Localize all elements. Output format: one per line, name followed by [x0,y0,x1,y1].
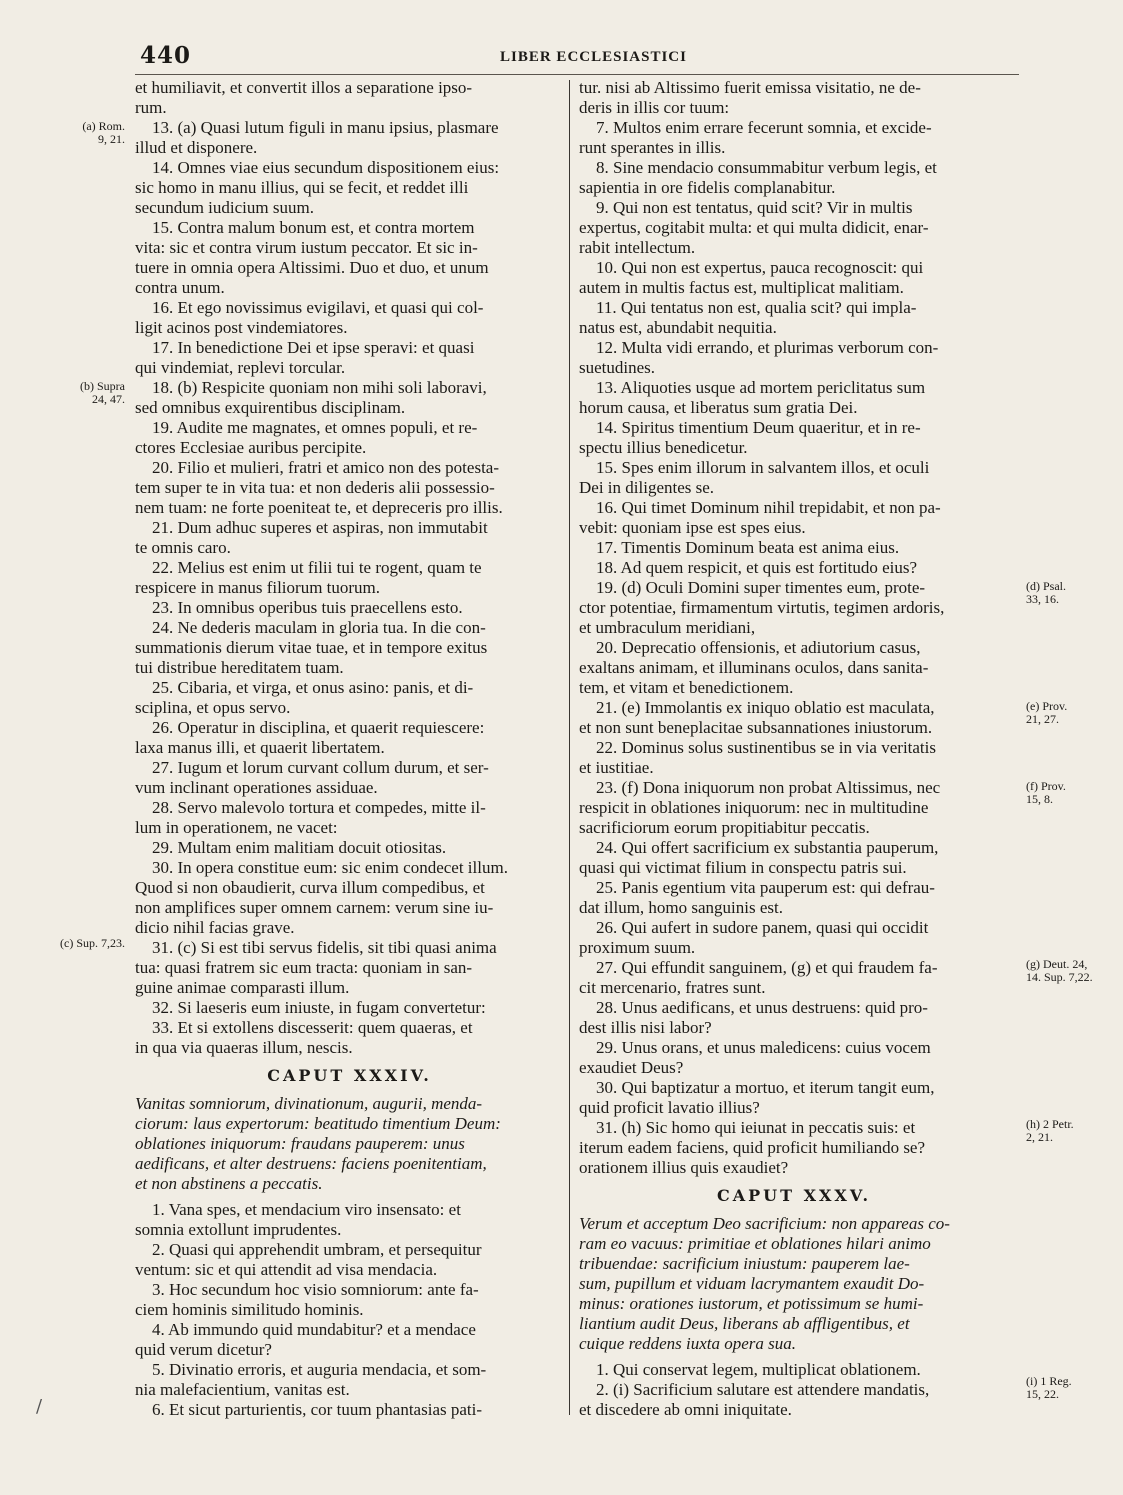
text-line: 27. Qui effundit sanguinem, (g) et qui fraudem fa- [596,958,938,977]
text-line: 30. In opera constitue eum: sic enim condecet illum. [152,858,508,877]
text-line: 20. Filio et mulieri, fratri et amico non des potesta- [152,458,499,477]
text-line: vebit: quoniam ipse est spes eius. [579,518,806,537]
margin-note-line: (b) Supra [80,379,125,393]
margin-note-h [1026,1118,1123,1144]
margin-note-line: (f) Prov. [1026,779,1066,793]
text-line: respicit in oblationes iniquorum: nec in multitudine [579,798,929,817]
text-line: et discedere ab omni iniquitate. [579,1400,792,1419]
text-line: autem in multis factus est, multiplicat malitiam. [579,278,904,297]
text-line: te omnis caro. [135,538,231,557]
text-line: 19. Audite me magnates, et omnes populi, et re- [152,418,478,437]
text-line: 13. Aliquoties usque ad mortem periclitatus sum [596,378,926,397]
text-line: sed omnibus exquirentibus disciplinam. [135,398,406,417]
text-line: 23. In omnibus operibus tuis praecellens esto. [152,598,463,617]
text-line: tem super te in vita tua: et non dederis alii possessio- [135,478,495,497]
text-line: 24. Ne dederis maculam in gloria tua. In die con- [152,618,486,637]
text-line: 2. (i) Sacrificium salutare est attendere mandatis, [596,1380,930,1399]
margin-note-line: (i) 1 Reg. [1026,1374,1072,1388]
text-line: 22. Dominus solus sustinentibus se in via veritatis [596,738,936,757]
text-line: 23. (f) Dona iniquorum non probat Altissimus, nec [596,778,941,797]
margin-note-line: (h) 2 Petr. [1026,1117,1074,1131]
summary-line: aedificans, et alter destruens: faciens poenitentiam, [135,1154,487,1173]
text-line: summationis dierum vitae tuae, et in tempore exitus [135,638,488,657]
text-line: 1. Qui conservat legem, multiplicat oblationem. [596,1360,921,1379]
text-line: 21. (e) Immolantis ex iniquo oblatio est maculata, [596,698,935,717]
margin-note-b [45,380,125,406]
margin-note-line: (g) Deut. 24, [1026,957,1088,971]
text-line: tem, et vitam et benedictionem. [579,678,794,697]
text-line: 31. (c) Si est tibi servus fidelis, sit tibi quasi anima [152,938,497,957]
text-line: tui distribue hereditatem tuam. [135,658,344,677]
left-column [135,78,564,1420]
summary-line: Vanitas somniorum, divinationum, augurii, menda- [135,1094,483,1113]
text-line: respicere in manus filiorum tuorum. [135,578,381,597]
text-line: contra unum. [135,278,225,297]
text-line: suetudines. [579,358,656,377]
text-line: tur. nisi ab Altissimo fuerit emissa visitatio, ne de- [579,78,921,97]
text-line: 11. Qui tentatus non est, qualia scit? qui impla- [596,298,917,317]
text-line: 26. Operatur in disciplina, et quaerit requiescere: [152,718,485,737]
text-line: 9. Qui non est tentatus, quid scit? Vir in multis [596,198,913,217]
text-line: dest illis nisi labor? [579,1018,712,1037]
text-line: 24. Qui offert sacrificium ex substantia pauperum, [596,838,939,857]
text-line: Quod si non obaudierit, curva illum compedibus, et [135,878,485,897]
summary-line: liantium audit Deus, liberans ab affligentibus, et [579,1314,910,1333]
margin-note-f [1026,780,1123,806]
text-line: tuere in omnia opera Altissimi. Duo et duo, et unum [135,258,489,277]
margin-note-line: 33, 16. [1026,592,1059,606]
text-line: 33. Et si extollens discesserit: quem quaeras, et [152,1018,473,1037]
margin-note-line: 15, 8. [1026,792,1053,806]
text-line: dat illum, homo sanguinis est. [579,898,783,917]
text-line: 20. Deprecatio offensionis, et adiutorium casus, [596,638,921,657]
text-line: ligit acinos post vindemiatores. [135,318,348,337]
text-line: sic homo in manu illius, qui se fecit, et reddet illi [135,178,469,197]
text-line: ctores Ecclesiae auribus percipite. [135,438,367,457]
text-line: 28. Servo malevolo tortura et compedes, mitte il- [152,798,486,817]
summary-line: cuique reddens iuxta opera sua. [579,1334,797,1353]
text-line: guine animae comparasti illum. [135,978,350,997]
text-line: 14. Omnes viae eius secundum dispositionem eius: [152,158,500,177]
margin-note-line: 21, 27. [1026,712,1059,726]
text-line: et non sunt beneplacitae subsannationes iniustorum. [579,718,933,737]
text-line: 8. Sine mendacio consummabitur verbum legis, et [596,158,937,177]
summary-line: sum, pupillum et viduam lacrymantem exaudit Do- [579,1274,925,1293]
text-line: 30. Qui baptizatur a mortuo, et iterum tangit eum, [596,1078,935,1097]
text-line: 29. Unus orans, et unus maledicens: cuius vocem [596,1038,931,1057]
text-line: iterum eadem faciens, quid proficit humiliando se? [579,1138,926,1157]
text-line: 6. Et sicut parturientis, cor tuum phantasias pati- [152,1400,483,1419]
chapter-summary [135,1094,564,1194]
text-line: secundum iudicium suum. [135,198,314,217]
text-line: somnia extollunt imprudentes. [135,1220,342,1239]
chapter-heading: CAPUT XXXIV. [267,1066,432,1085]
margin-note-a [45,120,125,146]
text-line: 17. In benedictione Dei et ipse speravi: et quasi [152,338,475,357]
text-line: et iustitiae. [579,758,654,777]
chapter-summary [579,1214,1009,1354]
margin-note-d [1026,580,1123,606]
text-line: runt sperantes in illis. [579,138,726,157]
text-line: quid verum dicetur? [135,1340,272,1359]
text-line: 13. (a) Quasi lutum figuli in manu ipsius, plasmare [152,118,499,137]
text-line: deris in illis cor tuum: [579,98,730,117]
text-line: qui vindemiat, replevi torcular. [135,358,346,377]
text-line: 29. Multam enim malitiam docuit otiositas. [152,838,447,857]
text-line: 31. (h) Sic homo qui ieiunat in peccatis suis: et [596,1118,916,1137]
text-line: illud et disponere. [135,138,258,157]
text-line: 12. Multa vidi errando, et plurimas verborum con- [596,338,939,357]
text-line: 7. Multos enim errare fecerunt somnia, et excide- [596,118,932,137]
text-line: nia malefacientium, vanitas est. [135,1380,350,1399]
text-line: 3. Hoc secundum hoc visio somniorum: ante fa- [152,1280,479,1299]
summary-line: Verum et acceptum Deo sacrificium: non appareas co- [579,1214,950,1233]
margin-note-e [1026,700,1123,726]
text-line: 16. Et ego novissimus evigilavi, et quasi qui col- [152,298,484,317]
margin-note-line: (c) Sup. 7,23. [60,936,125,950]
text-line: dicio nihil facias grave. [135,918,295,937]
margin-note-i [1026,1375,1123,1401]
text-line: 25. Cibaria, et virga, et onus asino: panis, et di- [152,678,474,697]
margin-note-line: (a) Rom. [82,119,125,133]
text-line: expertus, cogitabit multa: et qui multa didicit, enar- [579,218,929,237]
margin-note-line: 2, 21. [1026,1130,1053,1144]
text-line: spectu illius benedicetur. [579,438,748,457]
summary-line: tribuendae: sacrificium iniustum: pauperem lae- [579,1254,910,1273]
page-number: 440 [140,42,192,69]
text-line: 28. Unus aedificans, et unus destruens: quid pro- [596,998,928,1017]
text-line: orationem illius quis exaudiet? [579,1158,789,1177]
header-rule [135,74,1019,75]
text-line: 26. Qui aufert in sudore panem, quasi qui occidit [596,918,929,937]
running-head: LIBER ECCLESIASTICI [500,49,687,65]
text-line: 4. Ab immundo quid mundabitur? et a mendace [152,1320,476,1339]
summary-line: et non abstinens a peccatis. [135,1174,323,1193]
summary-line: ram eo vacuus: primitiae et oblationes hilari animo [579,1234,931,1253]
text-line: rum. [135,98,167,117]
text-line: vum inclinant operationes assiduae. [135,778,378,797]
text-line: 25. Panis egentium vita pauperum est: qui defrau- [596,878,935,897]
text-line: sacrificiorum eorum propitiabitur peccatis. [579,818,870,837]
text-line: sciplina, et opus servo. [135,698,291,717]
text-line: ciem hominis similitudo hominis. [135,1300,364,1319]
text-line: 2. Quasi qui apprehendit umbram, et persequitur [152,1240,482,1259]
text-line: 32. Si laeseris eum iniuste, in fugam convertetur: [152,998,486,1017]
margin-note-line: (e) Prov. [1026,699,1068,713]
text-line: et umbraculum meridiani, [579,618,756,637]
text-line: 14. Spiritus timentium Deum quaeritur, et in re- [596,418,921,437]
margin-note-line: 24, 47. [92,392,125,406]
text-line: lum in operationem, ne vacet: [135,818,338,837]
text-line: 21. Dum adhuc superes et aspiras, non immutabit [152,518,488,537]
summary-line: minus: orationes iustorum, et potissimum se humi- [579,1294,924,1313]
text-line: 27. Iugum et lorum curvant collum durum, et ser- [152,758,489,777]
text-line: exaudiet Deus? [579,1058,684,1077]
text-line: 22. Melius est enim ut filii tui te rogent, quam te [152,558,482,577]
column-divider [569,80,570,1415]
margin-note-line: 14. Sup. 7,22. [1026,970,1093,984]
text-line: Dei in diligentes se. [579,478,715,497]
text-line: ventum: sic et qui attendit ad visa mendacia. [135,1260,438,1279]
text-line: 5. Divinatio erroris, et auguria mendacia, et som- [152,1360,487,1379]
text-line: nem tuam: ne forte poeniteat te, et depreceris pro illis. [135,498,503,517]
stray-pen-mark: / [36,1396,43,1417]
text-line: tua: quasi fratrem sic eum tracta: quoniam in san- [135,958,473,977]
margin-note-c [30,937,125,950]
text-line: 15. Spes enim illorum in salvantem illos, et oculi [596,458,930,477]
text-line: ctor potentiae, firmamentum virtutis, tegimen ardoris, [579,598,945,617]
text-line: in qua via quaeras illum, nescis. [135,1038,353,1057]
text-line: natus est, abundabit nequitia. [579,318,777,337]
text-line: 18. Ad quem respicit, et quis est fortitudo eius? [596,558,918,577]
text-line: 16. Qui timet Dominum nihil trepidabit, et non pa- [596,498,941,517]
text-line: sapientia in ore fidelis complanabitur. [579,178,836,197]
text-line: exaltans animam, et illuminans oculos, dans sanita- [579,658,929,677]
chapter-heading: CAPUT XXXV. [716,1186,872,1205]
text-line: horum causa, et liberatus sum gratia Dei. [579,398,858,417]
text-line: 10. Qui non est expertus, pauca recognoscit: qui [596,258,924,277]
right-column [579,78,1009,1420]
margin-note-line: (d) Psal. [1026,579,1066,593]
text-line: rabit intellectum. [579,238,696,257]
text-line: quid proficit lavatio illius? [579,1098,760,1117]
text-line: cit mercenario, fratres sunt. [579,978,766,997]
text-line: quasi qui victimat filium in conspectu patris sui. [579,858,907,877]
text-line: et humiliavit, et convertit illos a separatione ipso- [135,78,473,97]
text-line: vita: sic et contra virum iustum peccator. Et sic in- [135,238,478,257]
text-line: non amplifices super omnem carnem: verum sine iu- [135,898,494,917]
text-line: 18. (b) Respicite quoniam non mihi soli laboravi, [152,378,487,397]
text-line: 1. Vana spes, et mendacium viro insensato: et [152,1200,461,1219]
margin-note-line: 15, 22. [1026,1387,1059,1401]
summary-line: oblationes iniquorum: fraudans pauperem: unus [135,1134,465,1153]
margin-note-g [1026,958,1123,984]
margin-note-line: 9, 21. [98,132,125,146]
text-line: 19. (d) Oculi Domini super timentes eum, prote- [596,578,926,597]
summary-line: ciorum: laus expertorum: beatitudo timentium Deum: [135,1114,501,1133]
text-line: 15. Contra malum bonum est, et contra mortem [152,218,475,237]
text-line: 17. Timentis Dominum beata est anima eius. [596,538,900,557]
text-line: proximum suum. [579,938,696,957]
text-line: laxa manus illi, et quaerit libertatem. [135,738,385,757]
